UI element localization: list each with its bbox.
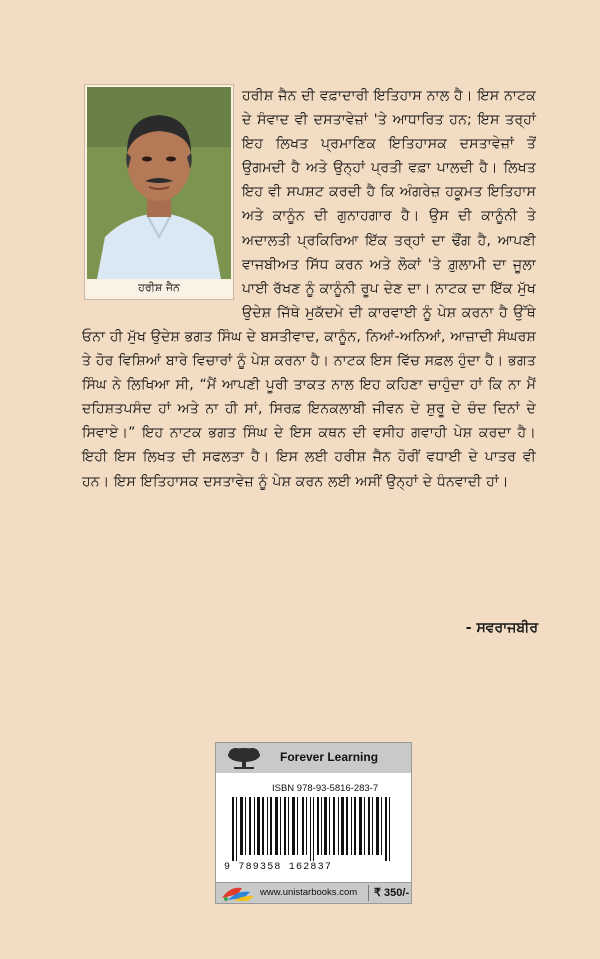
price-label: ₹ 350/-: [374, 887, 410, 899]
signature: - ਸਵਰਾਜਬੀਰ: [465, 620, 538, 636]
isbn-text: ISBN 978-93-5816-283-7: [272, 783, 379, 794]
barcode-image: [224, 797, 404, 861]
barcode-card: [215, 742, 412, 904]
unistar-logo-icon: [220, 884, 256, 902]
publisher-tagline: Forever Learning: [280, 750, 379, 764]
author-photo: [84, 84, 234, 300]
barcode-card-footer: [216, 882, 411, 903]
blurb-paragraph: ਹਰੀਸ਼ ਜੈਨ ਦੀ ਵਫ਼ਾਦਾਰੀ ਇਤਿਹਾਸ ਨਾਲ ਹੈ। ਇਸ ਨਾਟਕ ਦੇ ਸੰਵਾਦ ਵੀ ਦਸਤਾਵੇਜ਼ਾਂ 'ਤੇ ਆਧਾਰਿਤ ਹਨ; ਇਸ ਤਰ੍ਹਾਂ ਇਹ ਲਿਖਤ ਪ੍ਰਮਾਣਿਕ ਇਤਿਹਾਸਕ ਦਸਤਾਵੇਜ਼ਾਂ ਤੋਂ ਉਗਮਦੀ ਹੈ ਅਤੇ ਉਨ੍ਹਾਂ ਪ੍ਰਤੀ ਵਫ਼ਾ ਪਾਲਦੀ ਹੈ। ਲਿਖਤ ਇਹ ਵੀ ਸਪਸ਼ਟ ਕਰਦੀ ਹੈ ਕਿ ਅੰਗਰੇਜ਼ ਹਕੂਮਤ ਇਤਿਹਾਸ ਅਤੇ ਕਾਨੂੰਨ ਦੀ ਗੁਨਾਹਗਾਰ ਹੈ। ਉਸ ਦੀ ਕਾਨੂੰਨੀ ਤੇ ਅਦਾਲਤੀ ਪ੍ਰਕਿਰਿਆ ਇੱਕ ਤਰ੍ਹਾਂ ਦਾ ਢੌਂਗ ਹੈ, ਆਪਣੀ ਵਾਜਬੀਅਤ ਸਿੱਧ ਕਰਨ ਅਤੇ ਲੋਕਾਂ 'ਤੇ ਗ਼ੁਲਾਮੀ ਦਾ ਜੂਲਾ ਪਾਈ ਰੱਖਣ ਨੂੰ ਕਾਨੂੰਨੀ ਰੂਪ ਦੇਣ ਦਾ। ਨਾਟਕ ਦਾ ਇੱਕ ਮੁੱਖ ਉਦੇਸ਼ ਜਿੱਥੇ ਮੁਕੱਦਮੇ ਦੀ ਕਾਰਵਾਈ ਨੂੰ ਪੇਸ਼ ਕਰਨਾ ਹੈ ਉੱਥੇ ਓਨਾ ਹੀ ਮੁੱਖ ਉਦੇਸ਼ ਭਗਤ ਸਿੰਘ ਦੇ ਬਸਤੀਵਾਦ, ਕਾਨੂੰਨ, ਨਿਆਂ-ਅਨਿਆਂ, ਆਜ਼ਾਦੀ ਸੰਘਰਸ਼ ਤੇ ਹੋਰ ਵਿਸ਼ਿਆਂ ਬਾਰੇ ਵਿਚਾਰਾਂ ਨੂੰ ਪੇਸ਼ ਕਰਨਾ ਹੈ। ਨਾਟਕ ਇਸ ਵਿੱਚ ਸਫ਼ਲ ਹੁੰਦਾ ਹੈ। ਭਗਤ ਸਿੰਘ ਨੇ ਲਿਖਿਆ ਸੀ, “ਮੈਂ ਆਪਣੀ ਪੂਰੀ ਤਾਕਤ ਨਾਲ ਇਹ ਕਹਿਣਾ ਚਾਹੁੰਦਾ ਹਾਂ ਕਿ ਨਾ ਮੈਂ ਦਹਿਸ਼ਤਪਸੰਦ ਹਾਂ ਅਤੇ ਨਾ ਹੀ ਸਾਂ, ਸਿਰਫ਼ ਇਨਕਲਾਬੀ ਜੀਵਨ ਦੇ ਸ਼ੁਰੂ ਦੇ ਚੰਦ ਦਿਨਾਂ ਦੇ ਸਿਵਾਏ।” ਇਹ ਨਾਟਕ ਭਗਤ ਸਿੰਘ ਦੇ ਇਸ ਕਥਨ ਦੀ ਵਸੀਹ ਗਵਾਹੀ ਪੇਸ਼ ਕਰਦਾ ਹੈ। ਇਹੀ ਇਸ ਲਿਖਤ ਦੀ ਸਫਲਤਾ ਹੈ। ਇਸ ਲਈ ਹਰੀਸ਼ ਜੈਨ ਹੋਰੀਂ ਵਧਾਈ ਦੇ ਪਾਤਰ ਵੀ ਹਨ। ਇਸ ਇਤਿਹਾਸਕ ਦਸਤਾਵੇਜ਼ ਨੂੰ ਪੇਸ਼ ਕਰਨ ਲਈ ਅਸੀਂ ਉਨ੍ਹਾਂ ਦੇ ਧੰਨਵਾਦੀ ਹਾਂ।: [82, 88, 536, 490]
publisher-website: www.unistarbooks.com: [260, 887, 358, 898]
author-portrait-image: [87, 87, 231, 279]
barcode-card-header: [216, 743, 411, 773]
barcode-digits: 9 789358 162837: [224, 862, 333, 873]
footer-divider: [368, 885, 369, 901]
author-photo-caption: ਹਰੀਸ਼ ਜੈਨ: [138, 281, 180, 294]
tree-logo-icon: [226, 746, 262, 770]
